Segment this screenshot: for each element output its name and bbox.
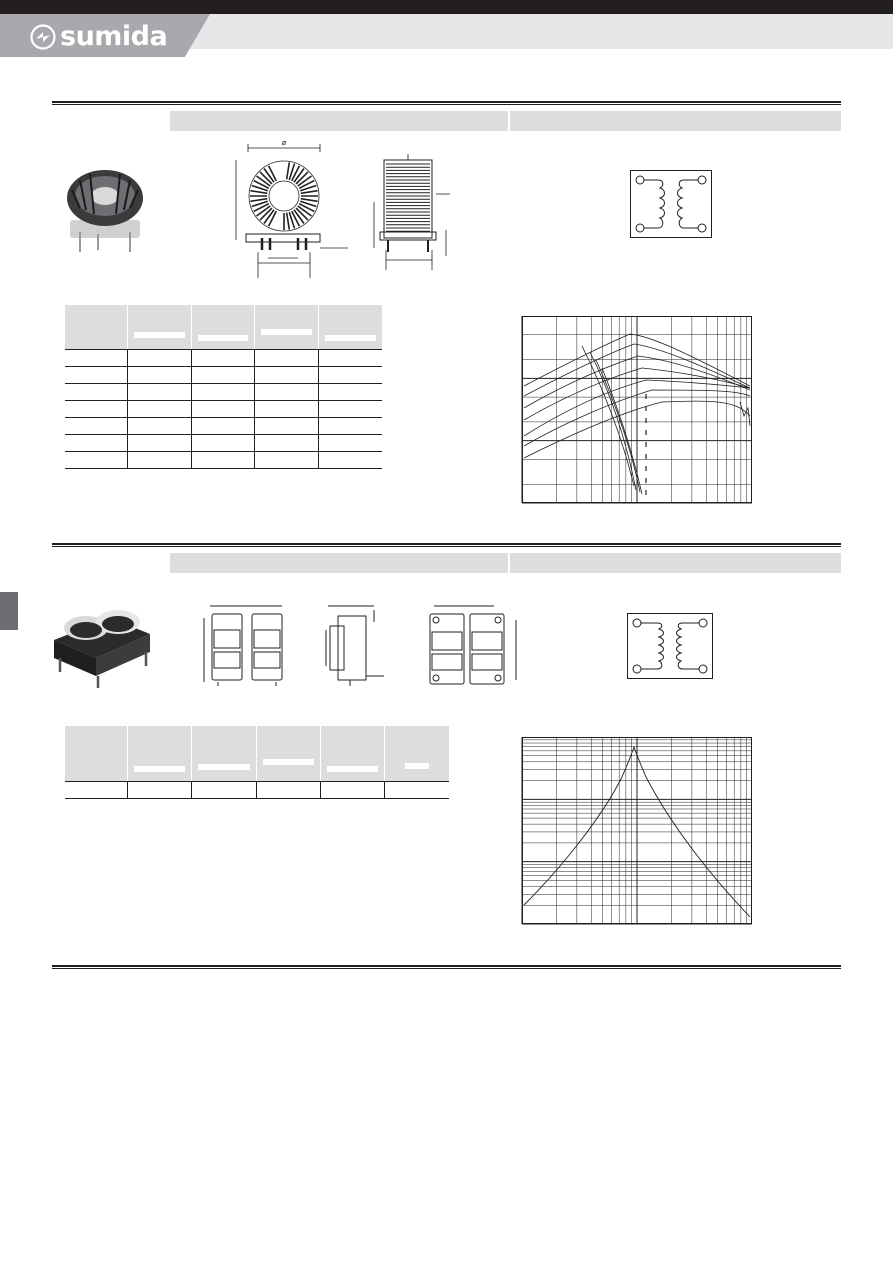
table-row: [65, 434, 382, 451]
table-2-header-cell: [385, 726, 449, 781]
spec-table-2: [65, 726, 449, 799]
section-2-rule: [52, 543, 841, 547]
dimension-drawing-drum-bottom: [424, 600, 520, 688]
brand-logo[interactable]: [30, 22, 167, 52]
section-1-dimensions-bar: [170, 111, 508, 131]
table-1-header-cell: [127, 305, 191, 349]
table-row: [65, 400, 382, 417]
impedance-graph-1: [522, 316, 752, 503]
section-3-rule: [52, 965, 841, 969]
table-1-header-cell: [319, 305, 382, 349]
section-1-rule: [52, 101, 841, 105]
dimension-drawing-toroid-side: [370, 152, 460, 282]
product-photo-toroid: [60, 160, 150, 255]
dimension-drawing-drum-side: [320, 600, 390, 688]
schematic-diagram-2: [627, 613, 713, 679]
table-row: [65, 781, 449, 798]
table-row: [65, 366, 382, 383]
schematic-diagram-1: [630, 170, 712, 238]
side-index-tab[interactable]: [0, 592, 18, 630]
table-2-header-cell: [65, 726, 128, 781]
top-bar: [0, 0, 893, 14]
sumida-mark-icon: [30, 24, 56, 50]
product-photo-drum-choke: [50, 600, 155, 690]
table-row: [65, 451, 382, 468]
brand-name: sumida: [60, 21, 168, 52]
table-row: [65, 383, 382, 400]
diameter-label: ⌀: [281, 138, 287, 147]
section-2-schematic-bar: [510, 553, 841, 573]
table-1-header-cell: [255, 305, 319, 349]
table-2-header-cell: [256, 726, 320, 781]
dimension-drawing-toroid-front: [230, 138, 350, 283]
section-1-schematic-bar: [510, 111, 841, 131]
table-row: [65, 349, 382, 366]
table-1-header-cell: [191, 305, 255, 349]
section-2-dimensions-bar: [170, 553, 508, 573]
dimension-drawing-drum-front: [200, 600, 290, 688]
table-1-header-cell: [65, 305, 127, 349]
impedance-graph-2: [522, 737, 752, 924]
table-2-header-cell: [320, 726, 384, 781]
table-2-header-cell: [128, 726, 192, 781]
table-2-header-cell: [192, 726, 256, 781]
spec-table-1: [65, 305, 382, 469]
table-row: [65, 417, 382, 434]
